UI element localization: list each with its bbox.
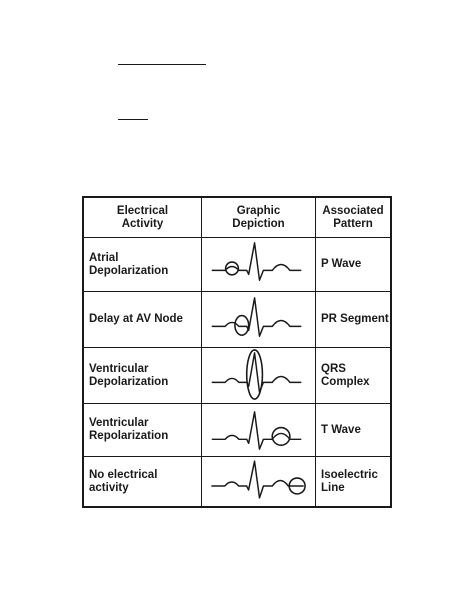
ecg-trace — [212, 353, 300, 392]
ecg-graphic-p-wave — [202, 238, 316, 292]
ecg-graphic-qrs-complex — [202, 348, 316, 404]
ecg-waveform-diagram — [202, 457, 315, 506]
ecg-graphic-t-wave — [202, 404, 316, 457]
pattern-pr-segment: PR Segment — [316, 292, 390, 348]
header-graphic-depiction: Graphic Depiction — [202, 198, 316, 238]
ecg-trace — [212, 461, 303, 498]
activity-atrial-depolarization: Atrial Depolarization — [84, 238, 202, 292]
activity-delay-at-av-node: Delay at AV Node — [84, 292, 202, 348]
pattern-qrs-complex: QRS Complex — [316, 348, 390, 404]
pattern-isoelectric-line: Isoelectric Line — [321, 468, 378, 494]
header-electrical-activity: Electrical Activity — [84, 198, 202, 238]
fill-in-blank-line — [118, 119, 148, 120]
pattern-p-wave: P Wave — [316, 238, 390, 292]
activity-ventricular-depolarization: Ventricular Depolarization — [84, 348, 202, 404]
ecg-graphic-pr-segment — [202, 292, 316, 348]
ecg-waveform-diagram — [202, 404, 315, 456]
activity-ventricular-repolarization: Ventricular Repolarization — [84, 404, 202, 457]
ecg-waveform-diagram — [202, 292, 315, 347]
ecg-trace — [212, 243, 300, 280]
pattern-t-wave: T Wave — [316, 404, 390, 457]
ecg-graphic-isoelectric-line — [202, 457, 316, 506]
ecg-waveform-diagram — [202, 238, 315, 291]
header-associated-pattern: Associated Pattern — [316, 198, 390, 238]
ecg-trace — [212, 298, 300, 336]
ecg-waveform-diagram — [202, 348, 315, 403]
ecg-activity-table — [82, 196, 392, 508]
fill-in-blank-line — [118, 64, 206, 65]
activity-no-electrical-activity: No electrical activity — [84, 457, 202, 506]
